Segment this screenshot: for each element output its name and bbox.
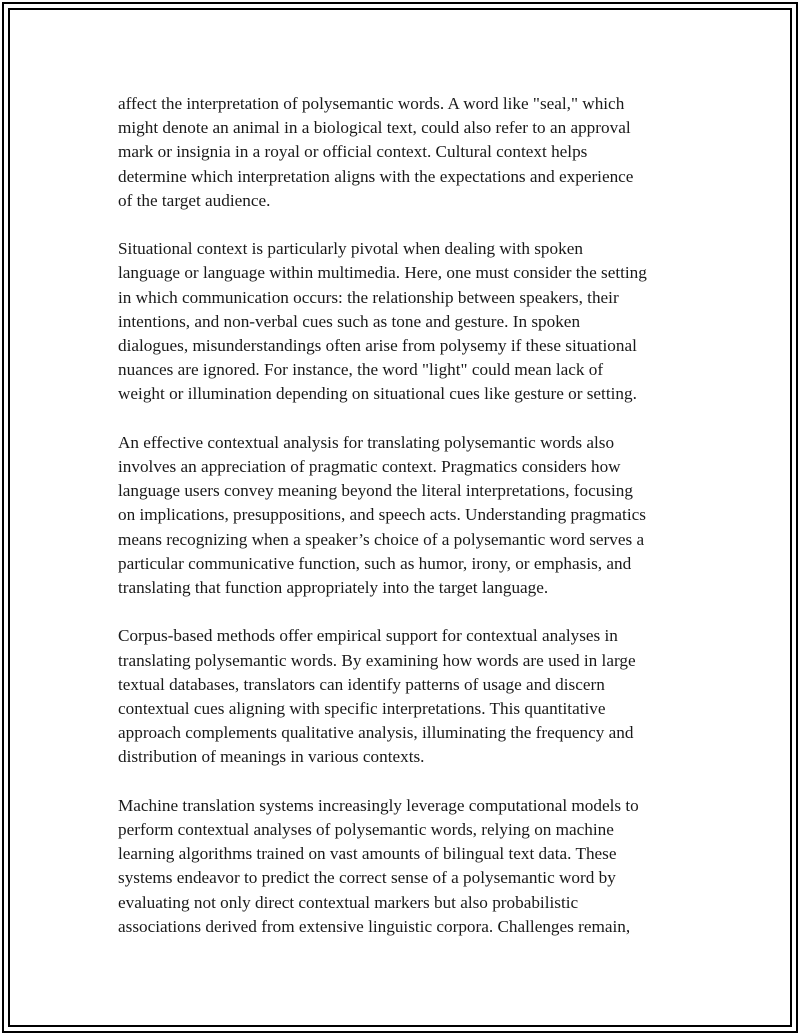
paragraph-machine-translation: Machine translation systems increasingly leverage computational models to perform contextual analyses of polysemantic words, relying on machine learning algorithms trained on vast amounts of bilingual text data. These systems endeavor to predict the correct sense of a polysemantic word by evaluating not only direct contextual markers but also probabilistic associations derived from extensive linguistic corpora. Challenges remain, (118, 795, 639, 936)
body-text (118, 92, 693, 963)
paragraph-corpus-methods: Corpus-based methods offer empirical support for contextual analyses in translating polysemantic words. By examining how words are used in large textual databases, translators can identify patterns of usage and discern contextual cues aligning with specific interpretations. This quantitative approach complements qualitative analysis, illuminating the frequency and distribution of meanings in various contexts. (118, 626, 636, 767)
paragraph-pragmatic-context: An effective contextual analysis for translating polysemantic words also involves an appreciation of pragmatic context. Pragmatics considers how language users convey meaning beyond the literal interpretations, focusing on implications, presuppositions, and speech acts. Understanding pragmatics means recognizing when a speaker’s choice of a polysemantic word serves a particular communicative function, such as humor, irony, or emphasis, and translating that function appropriately into the target language. (118, 432, 646, 598)
paragraph-situational-context: Situational context is particularly pivotal when dealing with spoken language or language within multimedia. Here, one must consider the setting in which communication occurs: the relationship between speakers, their intentions, and non-verbal cues such as tone and gesture. In spoken dialogues, misunderstandings often arise from polysemy if these situational nuances are ignored. For instance, the word "light" could mean lack of weight or illumination depending on situational cues like gesture or setting. (118, 239, 647, 404)
paragraph-cultural-context: affect the interpretation of polysemantic words. A word like "seal," which might denote an animal in a biological text, could also refer to an approval mark or insignia in a royal or official context. Cultural context helps determine which interpretation aligns with the expectations and experience of the target audience. (118, 94, 634, 210)
